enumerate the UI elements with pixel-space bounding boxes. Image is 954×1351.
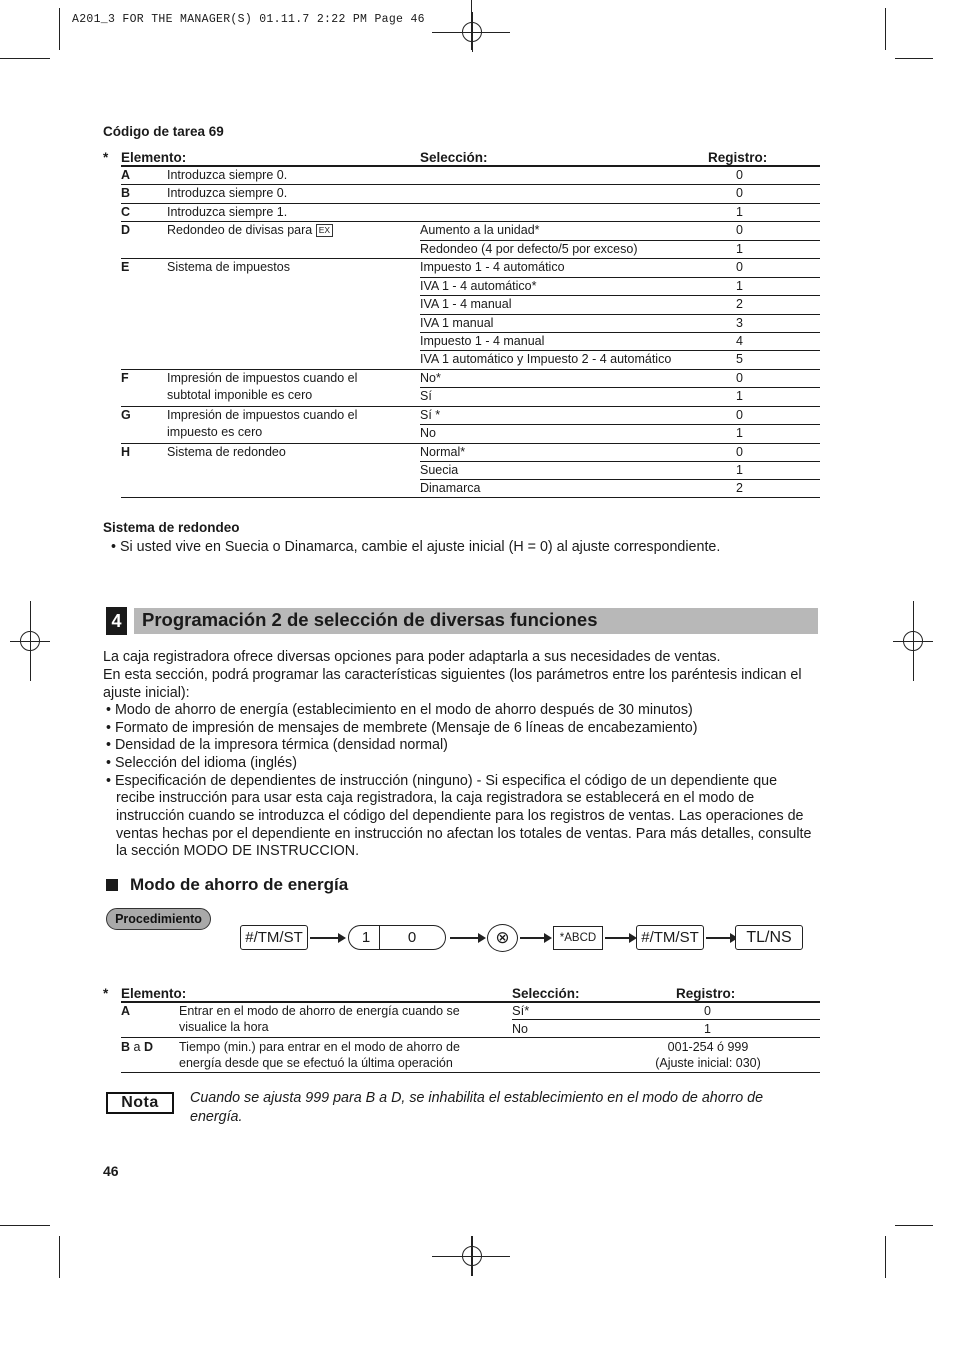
intro-line: ajuste inicial): xyxy=(103,685,190,701)
nota-label: Nota xyxy=(106,1092,174,1114)
row-letter: E xyxy=(121,260,130,274)
crop-mark xyxy=(885,8,886,50)
row-value: 1 xyxy=(736,279,743,293)
row-letter: A xyxy=(121,1004,131,1018)
row-letter: D xyxy=(121,223,131,237)
intro-line: La caja registradora ofrece diversas opciones para poder adaptarla a sus necesidades de ventas. xyxy=(103,649,721,665)
crop-mark xyxy=(471,0,472,50)
crop-mark xyxy=(0,58,50,59)
print-header: A201_3 FOR THE MANAGER(S) 01.11.7 2:22 PM Page 46 xyxy=(72,13,425,26)
asterisk: * xyxy=(103,986,109,1001)
row-value: 0 xyxy=(736,223,743,237)
feature-bullet-cont: instrucción cuando se introduzca el código del dependiente para los registros de ventas. Las operaciones de xyxy=(116,808,804,824)
row-selection: Redondeo (4 por defecto/5 por exceso) xyxy=(420,242,638,256)
row-rule xyxy=(420,350,820,351)
nota-text: Cuando se ajusta 999 para B a D, se inhabilita el establecimiento en el modo de ahorro de xyxy=(190,1090,764,1106)
col-selection: Selección: xyxy=(512,986,580,1001)
row-value: 3 xyxy=(736,316,743,330)
row-rule xyxy=(121,258,820,259)
row-value: 0 xyxy=(736,371,743,385)
row-rule xyxy=(121,221,820,222)
row-rule xyxy=(121,203,820,204)
row-value: 2 xyxy=(736,481,743,495)
row-element: Tiempo (min.) para entrar en el modo de ahorro de xyxy=(179,1040,460,1054)
row-letter: D xyxy=(143,1040,153,1054)
row-rule xyxy=(121,184,820,185)
page-number: 46 xyxy=(103,1163,119,1179)
row-selection: Normal* xyxy=(420,445,466,459)
row-selection: IVA 1 - 4 automático* xyxy=(420,279,537,293)
crop-mark xyxy=(913,601,914,681)
row-rule xyxy=(420,424,820,425)
key-1: 1 xyxy=(361,929,371,946)
row-rule xyxy=(512,1019,820,1020)
row-selection: Sí* xyxy=(512,1003,530,1018)
row-rule xyxy=(420,240,820,241)
row-letter: H xyxy=(121,445,131,459)
crop-mark xyxy=(0,1225,50,1226)
row-selection: Sí xyxy=(420,389,432,403)
row-element xyxy=(167,445,286,459)
row-element: Entrar en el modo de ahorro de energía cuando se xyxy=(179,1004,460,1018)
row-rule xyxy=(121,497,820,498)
row-letter-range xyxy=(121,1040,153,1054)
row-rule xyxy=(121,369,820,370)
col-element: Elemento: xyxy=(121,986,187,1001)
section-title: Programación 2 de selección de diversas funciones xyxy=(142,609,598,630)
multiply-key-icon: ⊗ xyxy=(487,924,518,952)
row-element-text: Sistema de impuestos xyxy=(167,260,290,274)
row-value: 1 xyxy=(736,389,743,403)
row-letter: A xyxy=(121,168,131,182)
arrow-icon xyxy=(706,933,738,943)
table-bottom-rule xyxy=(121,1072,820,1073)
rounding-title: Sistema de redondeo xyxy=(103,520,240,535)
row-rule xyxy=(420,314,820,315)
col-register: Registro: xyxy=(708,150,768,165)
row-value: 1 xyxy=(736,242,743,256)
row-selection: IVA 1 automático y Impuesto 2 - 4 automático xyxy=(420,352,672,366)
row-value: 4 xyxy=(736,334,743,348)
key-tm-st: #/TM/ST xyxy=(636,925,704,950)
row-element: subtotal imponible es cero xyxy=(167,388,313,402)
row-value: 2 xyxy=(736,297,743,311)
row-rule xyxy=(420,479,820,480)
arrow-icon xyxy=(450,933,486,943)
row-element-text: Introduzca siempre 0. xyxy=(167,186,288,200)
row-rule xyxy=(420,295,820,296)
row-value: 001-254 ó 999 xyxy=(667,1040,749,1054)
square-bullet-icon xyxy=(106,879,118,891)
row-selection: No xyxy=(420,426,436,440)
row-value: 0 xyxy=(736,445,743,459)
row-rule xyxy=(420,277,820,278)
row-value: 0 xyxy=(736,186,743,200)
feature-bullet: • Selección del idioma (inglés) xyxy=(106,755,297,771)
row-letter-connector: a xyxy=(133,1040,141,1054)
crop-mark xyxy=(885,1236,886,1278)
row-selection: IVA 1 - 4 manual xyxy=(420,297,512,311)
row-element-text: Introduzca siempre 1. xyxy=(167,205,288,219)
crop-mark xyxy=(59,1236,60,1278)
arrow-icon xyxy=(605,933,637,943)
feature-bullet-cont: la sección MODO DE INSTRUCCION. xyxy=(116,843,360,859)
feature-bullet-cont: recibe instrucción para usar esta caja registradora, la caja registradora se establecerá en el modo de xyxy=(116,790,755,806)
feature-bullet: • Modo de ahorro de energía (establecimiento en el modo de ahorro después de 30 minutos) xyxy=(106,702,693,718)
row-element xyxy=(167,205,287,219)
row-rule xyxy=(121,406,820,407)
intro-line: En esta sección, podrá programar las características siguientes (los parámetros entre los paréntesis indican el xyxy=(103,667,802,683)
row-element xyxy=(167,186,287,200)
row-letter: C xyxy=(121,205,131,219)
ex-key-icon: EX xyxy=(316,224,333,237)
row-rule xyxy=(420,332,820,333)
key-0: 0 xyxy=(407,929,417,946)
row-value: 0 xyxy=(704,1004,711,1018)
row-element: visualice la hora xyxy=(179,1020,269,1034)
feature-bullet: • Densidad de la impresora térmica (densidad normal) xyxy=(106,737,448,753)
row-value: 1 xyxy=(704,1022,711,1036)
procedure-label: Procedimiento xyxy=(106,908,211,930)
row-element xyxy=(167,223,333,237)
key-divider xyxy=(379,926,380,949)
row-value: 1 xyxy=(736,463,743,477)
table-header-rule xyxy=(121,1001,820,1003)
row-element xyxy=(167,371,357,385)
row-element xyxy=(167,260,290,274)
row-rule xyxy=(420,461,820,462)
row-value: 5 xyxy=(736,352,743,366)
row-rule xyxy=(121,443,820,444)
row-value: 1 xyxy=(736,205,743,219)
col-element: Elemento: xyxy=(121,150,187,165)
task-title: Código de tarea 69 xyxy=(103,124,224,139)
rounding-bullet: • Si usted vive en Suecia o Dinamarca, cambie el ajuste inicial (H = 0) al ajuste correspondiente. xyxy=(111,539,721,555)
crop-mark xyxy=(895,1225,933,1226)
feature-bullet: • Especificación de dependientes de instrucción (ninguno) - Si especifica el código de un dependiente que xyxy=(106,773,778,789)
crop-mark xyxy=(59,8,60,50)
crop-mark xyxy=(471,1236,472,1276)
key-tl-ns: TL/NS xyxy=(735,925,803,950)
row-element-text: Impresión de impuestos cuando el xyxy=(167,371,358,385)
nota-text: energía. xyxy=(190,1109,243,1125)
row-element xyxy=(167,168,287,182)
table-header-rule xyxy=(121,165,820,167)
row-element: impuesto es cero xyxy=(167,425,263,439)
energy-title: Modo de ahorro de energía xyxy=(130,875,349,894)
row-element: energía desde que se efectuó la última operación xyxy=(179,1056,453,1070)
numeric-input-keys xyxy=(348,925,446,950)
col-register: Registro: xyxy=(676,986,736,1001)
row-selection: No* xyxy=(420,371,441,385)
key-tm-st: #/TM/ST xyxy=(240,925,308,950)
row-selection: Dinamarca xyxy=(420,481,481,495)
row-selection: Suecia xyxy=(420,463,459,477)
crop-mark xyxy=(30,601,31,681)
row-rule xyxy=(420,387,820,388)
section-number: 4 xyxy=(106,607,127,635)
col-selection: Selección: xyxy=(420,150,488,165)
row-letter: B xyxy=(121,186,131,200)
arrow-icon xyxy=(310,933,346,943)
row-element-text: Impresión de impuestos cuando el xyxy=(167,408,358,422)
row-value: 0 xyxy=(736,260,743,274)
abcd-input-box: *ABCD xyxy=(553,926,603,950)
row-selection: IVA 1 manual xyxy=(420,316,494,330)
row-rule xyxy=(121,1037,820,1038)
feature-bullet: • Formato de impresión de mensajes de membrete (Mensaje de 6 líneas de encabezamiento) xyxy=(106,720,698,736)
crop-mark xyxy=(895,58,933,59)
row-selection: No xyxy=(512,1022,528,1036)
row-letter: G xyxy=(121,408,131,422)
row-element-text: Redondeo de divisas para xyxy=(167,223,313,237)
row-letter: B xyxy=(121,1040,131,1054)
row-element-text: Introduzca siempre 0. xyxy=(167,168,288,182)
row-selection: Aumento a la unidad* xyxy=(420,223,540,237)
arrow-icon xyxy=(520,933,552,943)
feature-bullet-cont: ventas hechas por el dependiente en instrucción no afectan los totales de ventas. Para más detalles, consulte xyxy=(116,826,812,842)
row-selection: Impuesto 1 - 4 manual xyxy=(420,334,545,348)
row-selection: Sí * xyxy=(420,408,441,422)
row-letter: F xyxy=(121,371,129,385)
row-element-text: Sistema de redondeo xyxy=(167,445,286,459)
row-value: 0 xyxy=(736,168,743,182)
asterisk: * xyxy=(103,150,109,165)
row-element xyxy=(167,408,357,422)
row-value: 0 xyxy=(736,408,743,422)
row-selection: Impuesto 1 - 4 automático xyxy=(420,260,565,274)
row-value-note: (Ajuste inicial: 030) xyxy=(655,1056,761,1070)
row-value: 1 xyxy=(736,426,743,440)
